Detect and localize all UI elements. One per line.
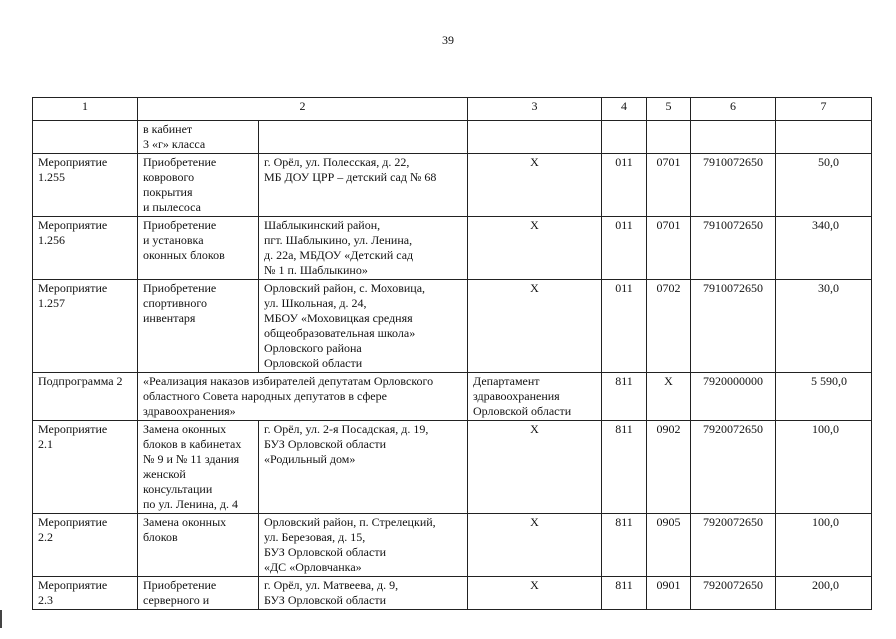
row-col6: 7910072650 [691,217,776,280]
row-col7: 50,0 [776,154,872,217]
row-col3: Х [468,280,602,373]
row-address: г. Орёл, ул. 2-я Посадская, д. 19, БУЗ Орловской области «Родильный дом» [259,421,468,514]
table-row-subprogram [33,373,872,421]
row-name: Приобретение спортивного инвентаря [138,280,259,373]
row-address: Орловский район, п. Стрелецкий, ул. Березовая, д. 15, БУЗ Орловской области «ДС «Орловчанка» [259,514,468,577]
table-row [33,421,872,514]
row-name: Приобретение серверного и [138,577,259,610]
header-cell-4: 4 [602,98,647,121]
header-cell-1: 1 [33,98,138,121]
subprogram-col5: Х [647,373,691,421]
row-name: Приобретение коврового покрытия и пылесоса [138,154,259,217]
row-col7: 340,0 [776,217,872,280]
row-name: в кабинет 3 «г» класса [138,121,259,154]
row-id: Мероприятие 2.1 [33,421,138,514]
row-col5: 0905 [647,514,691,577]
subprogram-col7: 5 590,0 [776,373,872,421]
row-col3: Х [468,217,602,280]
row-col6: 7910072650 [691,154,776,217]
row-col6: 7910072650 [691,280,776,373]
row-col6: 7920072650 [691,421,776,514]
row-col4: 811 [602,577,647,610]
row-col4: 811 [602,514,647,577]
row-address: Орловский район, с. Моховица, ул. Школьная, д. 24, МБОУ «Моховицкая средняя общеобразовательная школа» Орловского района Орловской области [259,280,468,373]
row-col3: Х [468,514,602,577]
header-cell-3: 3 [468,98,602,121]
subprogram-col4: 811 [602,373,647,421]
row-name: Приобретение и установка оконных блоков [138,217,259,280]
table-row [33,577,872,610]
header-cell-5: 5 [647,98,691,121]
subprogram-col6: 7920000000 [691,373,776,421]
table-row [33,514,872,577]
row-col3: Х [468,421,602,514]
row-col3: Х [468,577,602,610]
row-col4: 011 [602,154,647,217]
row-col5: 0701 [647,154,691,217]
subprogram-col3: Департамент здравоохранения Орловской области [468,373,602,421]
table-row [33,280,872,373]
row-id: Мероприятие 1.255 [33,154,138,217]
row-id: Мероприятие 2.2 [33,514,138,577]
table-row [33,154,872,217]
row-name: Замена оконных блоков [138,514,259,577]
row-col5: 0901 [647,577,691,610]
row-col6: 7920072650 [691,577,776,610]
row-col7: 100,0 [776,514,872,577]
row-col6: 7920072650 [691,514,776,577]
budget-table [32,97,872,610]
row-col3: Х [468,154,602,217]
row-address: Шаблыкинский район, пгт. Шаблыкино, ул. Ленина, д. 22а, МБДОУ «Детский сад № 1 п. Шаблыкино» [259,217,468,280]
header-cell-7: 7 [776,98,872,121]
subprogram-name: «Реализация наказов избирателей депутатам Орловского областного Совета народных депутатов в сфере здравоохранения» [138,373,468,421]
row-col4: 811 [602,421,647,514]
row-col5: 0701 [647,217,691,280]
row-col4: 011 [602,217,647,280]
row-col7: 100,0 [776,421,872,514]
header-cell-2: 2 [138,98,468,121]
scan-edge-mark [0,610,2,628]
row-id: Мероприятие 2.3 [33,577,138,610]
row-name: Замена оконных блоков в кабинетах № 9 и № 11 здания женской консультации по ул. Ленина, д. 4 [138,421,259,514]
row-col7: 200,0 [776,577,872,610]
row-id: Мероприятие 1.257 [33,280,138,373]
header-cell-6: 6 [691,98,776,121]
row-col5: 0702 [647,280,691,373]
row-address: г. Орёл, ул. Матвеева, д. 9, БУЗ Орловской области [259,577,468,610]
row-col7: 30,0 [776,280,872,373]
row-col4: 011 [602,280,647,373]
table-row [33,217,872,280]
page-number: 39 [442,33,454,47]
row-address: г. Орёл, ул. Полесская, д. 22, МБ ДОУ ЦРР – детский сад № 68 [259,154,468,217]
table-header-row [33,98,872,121]
row-id: Мероприятие 1.256 [33,217,138,280]
subprogram-id: Подпрограмма 2 [33,373,138,421]
table-row-continuation [33,121,872,154]
row-col5: 0902 [647,421,691,514]
